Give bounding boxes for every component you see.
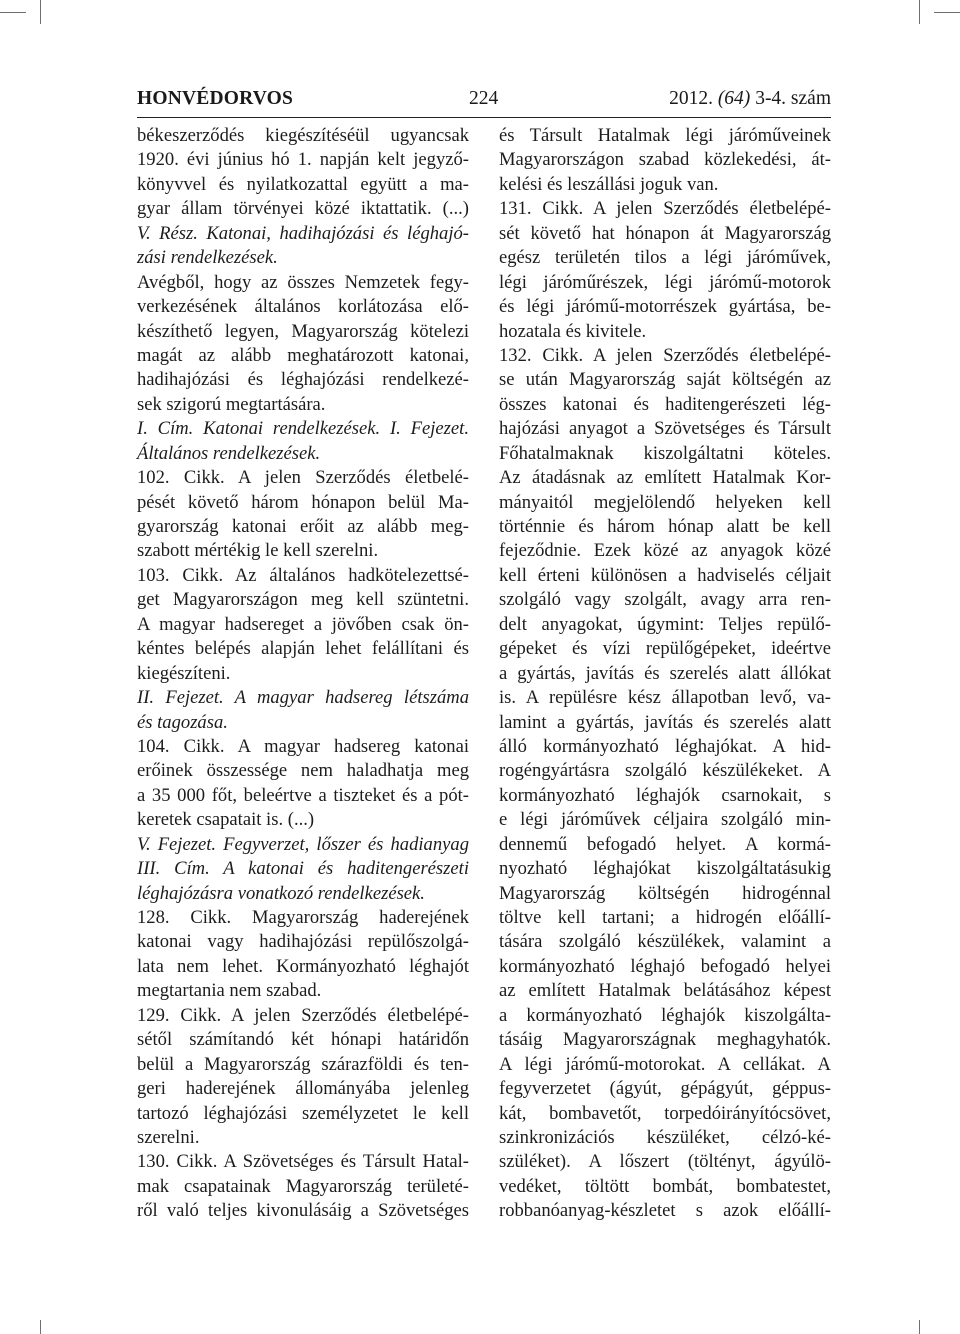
text-line: gyar állam törvényei közé iktattatik. (...) [137,198,469,220]
text-line: get Magyarországon meg kell szüntetni. [137,589,469,611]
journal-title: HONVÉDORVOS [137,88,294,109]
text-line: verkezésének általános korlátozása elő- [137,296,469,318]
text-line: V. Rész. Katonai, hadihajózási és léghajó- [137,222,469,244]
text-line: szolgáló vagy szolgált, avagy arra ren- [499,589,831,611]
text-line: magát az alább meghatározott katonai, [137,344,469,366]
text-line: geri haderejének állományába jelenleg [137,1078,469,1100]
text-line: 102. Cikk. A jelen Szerződés életbelé- [137,467,469,489]
page-number: 224 [469,88,499,109]
issue-info [669,88,831,110]
text-line: tásáig Magyarországnak meghagyhatók. [499,1029,831,1051]
text-line: történnie és három hónap alatt be kell [499,516,831,537]
crop-mark [919,1320,920,1334]
text-line: léghajózásra vonatkozó rendelkezések. [137,882,425,904]
text-line: és tagozása. [137,711,228,733]
text-line: lamint a gyártás, javítás és szerelés alatt [499,711,831,733]
text-line: erőinek összessége nem haladhatja meg [137,760,469,782]
crop-mark [919,0,920,24]
text-line: Magyarország költségén hidrogénnal [499,882,831,904]
text-line: sétől számítandó két hónapi határidőn [137,1029,469,1051]
text-line: vedéket, töltött bombát, bombatestet, [499,1175,831,1197]
text-line: mányaitól megjelölendő helyeken kell [499,491,831,513]
text-line: tására szolgáló készülékek, valamint a [499,931,831,953]
text-line: kát, bombavetőt, torpedóirányítócsövet, [499,1102,831,1124]
text-line: kell érteni különösen a hadviselés céljait [499,564,831,586]
text-line: hozatala és kivitele. [499,320,647,342]
text-line: sek szigorú megtartására. [137,393,326,415]
text-line: Főhatalmaknak kiszolgáltatni köteles. [499,442,831,464]
text-line: sét követő hat hónapon át Magyarország [499,222,831,244]
text-line: a gyártás, javítás és szerelés alatt állókat [499,662,831,684]
text-line: mak csapatainak Magyarország területé- [137,1175,469,1197]
text-line: V. Fejezet. Fegyverzet, lőszer és hadianyag [137,833,469,855]
text-line: 131. Cikk. A jelen Szerződés életbelépé- [499,198,831,220]
issue-volume: (64) [717,88,751,109]
text-line: gyarország katonai erőit az alább meg- [137,516,469,537]
text-line: megtartania nem szabad. [137,980,322,1002]
text-line: töltve kell tartani; a hidrogén előállí- [499,907,831,928]
text-line: rogéngyártásra szolgáló készülékeket. A [499,760,831,782]
text-line: hajózási anyagot a Szövetséges és Társult [499,418,831,440]
text-line: kormányozható léghajók csarnokait, s [499,784,831,806]
text-line: dennemű befogadó helyet. A kormá- [499,833,831,855]
left-column [137,124,469,1224]
text-line: szinkronizációs készüléket, célzó-ké- [499,1126,831,1148]
text-line: a kormányozható léghajók kiszolgálta- [499,1004,831,1026]
text-line: II. Fejezet. A magyar hadsereg létszáma [137,687,469,709]
text-line: szerelni. [137,1126,200,1148]
text-line: I. Cím. Katonai rendelkezések. I. Fejezet. [137,418,469,440]
text-line: fejeződnie. Ezek közé az anyagok közé [499,540,831,562]
text-line: 130. Cikk. A Szövetséges és Társult Hatal- [137,1151,469,1173]
text-line: III. Cím. A katonai és haditengerészeti [137,858,469,880]
text-line: az említett Hatalmak belátásához képest [499,980,831,1002]
text-line: és légi járómű-motorrészek gyártása, be- [499,296,831,318]
issue-number: 3-4. szám [755,88,831,109]
text-line: belül a Magyarország szárazföldi és ten- [137,1053,469,1075]
text-line: készíthető legyen, Magyarország kötelezi [137,320,469,342]
text-line: e légi járóművek céljaira szolgáló min- [499,809,831,831]
crop-mark [40,0,41,24]
text-line: lata nem lehet. Kormányozható léghajót [137,955,469,977]
right-column [499,124,831,1224]
text-line: pését követő három hónapon belül Ma- [137,491,469,513]
text-line: delt anyagokat, úgymint: Teljes repülő- [499,613,831,635]
crop-mark [934,12,960,13]
text-line: Magyarországon szabad közlekedési, át- [499,149,831,171]
text-line: kormányozható léghajó befogadó helyei [499,955,831,977]
text-line: gépeket és vízi repülőgépeket, ideértve [499,638,831,660]
text-line: Az átadásnak az említett Hatalmak Kor- [499,467,831,489]
issue-year: 2012. [669,88,713,109]
running-header [137,88,831,118]
text-line: 128. Cikk. Magyarország haderejének [137,907,469,928]
text-line: katonai vagy hadihajózási repülőszolgá- [137,931,469,953]
text-line: és Társult Hatalmak légi járóműveinek [499,125,831,146]
text-line: hadihajózási és léghajózási rendelkezé- [137,369,469,391]
header-rule [137,117,831,118]
text-line: robbanóanyag-készletet s azok előállí- [499,1200,831,1222]
crop-mark [40,1320,41,1334]
crop-mark [0,12,26,13]
text-line: kéntes belépés alapján lehet felállítani és [137,638,469,660]
text-line: zási rendelkezések. [137,247,278,269]
text-line: A magyar hadsereget a jövőben csak ön- [137,613,469,635]
text-line: fegyverzetet (ágyút, gépágyút, géppus- [499,1078,831,1100]
text-line: kiegészíteni. [137,662,231,684]
text-line: 103. Cikk. Az általános hadkötelezettsé- [137,564,469,586]
text-line: is. A repülésre kész állapotban levő, va- [499,687,831,709]
text-line: keretek csapatait is. (...) [137,809,315,831]
text-line: 1920. évi június hó 1. napján kelt jegyző- [137,149,469,171]
text-line: légi járóműrészek, légi járómű-motorok [499,271,831,293]
text-line: se után Magyarország saját költségén az [499,369,831,391]
text-line: 129. Cikk. A jelen Szerződés életbelépé- [137,1004,469,1026]
text-line: Avégből, hogy az összes Nemzetek fegy- [137,271,469,293]
text-line: 104. Cikk. A magyar hadsereg katonai [137,735,469,757]
text-line: könyvvel és nyilatkozattal együtt a ma- [137,173,469,195]
text-line: kelési és leszállási joguk van. [499,173,719,195]
text-line: ről való teljes kivonulásáig a Szövetséges [137,1200,469,1222]
text-line: tartozó léghajózási személyzetet le kell [137,1102,469,1124]
text-line: nyozható léghajókat kiszolgáltatásukig [499,858,831,880]
text-line: szabott mértékig le kell szerelni. [137,540,379,562]
text-line: békeszerződés kiegészítéséül ugyancsak [137,125,469,146]
text-line: álló kormányozható léghajókat. A hid- [499,735,831,757]
text-line: A légi járómű-motorokat. A cellákat. A [499,1053,831,1075]
text-line: Általános rendelkezések. [137,442,321,464]
text-line: szüléket). A lőszert (töltényt, ágyúlö- [499,1151,831,1173]
text-line: a 35 000 főt, beleértve a tiszteket és a pót- [137,784,469,806]
text-line: összes katonai és haditengerészeti lég- [499,393,831,415]
text-line: 132. Cikk. A jelen Szerződés életbelépé- [499,344,831,366]
text-line: egész területén tilos a légi járóművek, [499,247,831,269]
